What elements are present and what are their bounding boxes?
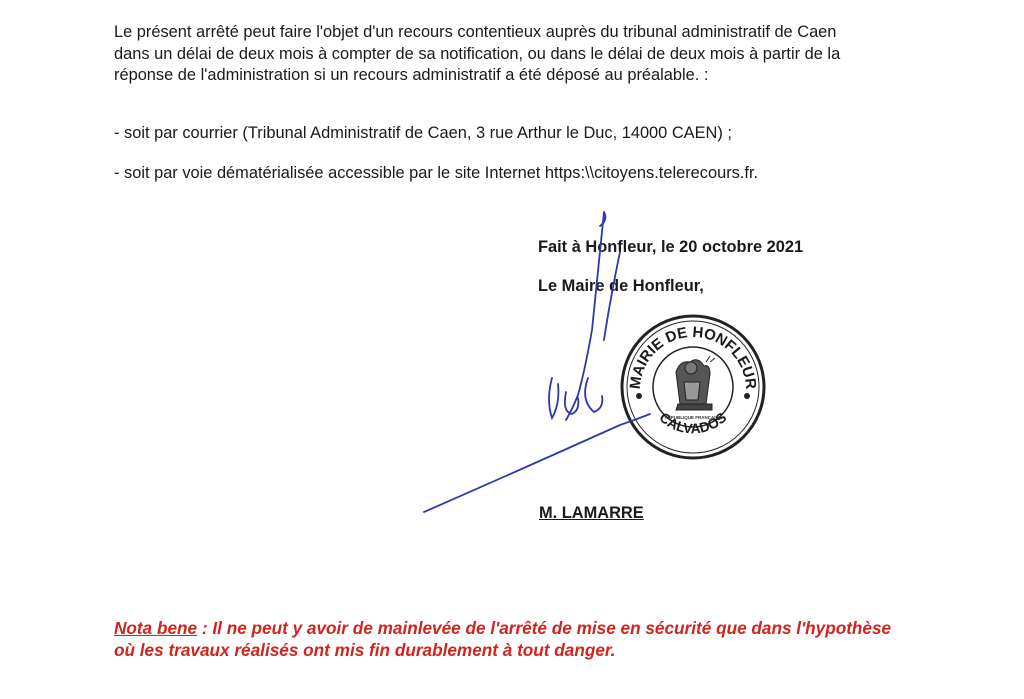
nota-bene-label: Nota bene xyxy=(114,618,198,638)
bullet-courier: - soit par courrier (Tribunal Administratif de Caen, 3 rue Arthur le Duc, 14000 CAEN) ; xyxy=(114,124,732,142)
bullet-online: - soit par voie dématérialisée accessible par le site Internet https:\\citoyens.telerecours.fr. xyxy=(114,164,759,182)
signatory-name: M. LAMARRE xyxy=(539,504,644,522)
marianne-emblem-icon xyxy=(676,356,715,410)
appeal-paragraph: Le présent arrêté peut faire l'objet d'un recours contentieux auprès du tribunal administratif de Caen dans un délai de deux mois à compter de sa notification, ou dans le délai de deux mois à partir de la réponse de l'administration si un recours administratif a été déposé au préalable. : xyxy=(114,23,841,84)
nota-bene-text: : Il ne peut y avoir de mainlevée de l'arrêté de mise en sécurité que dans l'hypothèse où les travaux réalisés ont mis fin durablement à tout danger. xyxy=(114,618,892,660)
seal-top-text: MAIRIE DE HONFLEUR xyxy=(626,323,760,390)
official-seal xyxy=(618,312,768,462)
seal-inner-text: RÉPUBLIQUE FRANÇAISE xyxy=(664,415,722,420)
place-date: Fait à Honfleur, le 20 octobre 2021 xyxy=(538,238,804,256)
signatory-title: Le Maire de Honfleur, xyxy=(538,277,704,295)
nota-bene xyxy=(114,617,914,661)
seal-bottom-text: CALVADOS xyxy=(656,408,730,437)
